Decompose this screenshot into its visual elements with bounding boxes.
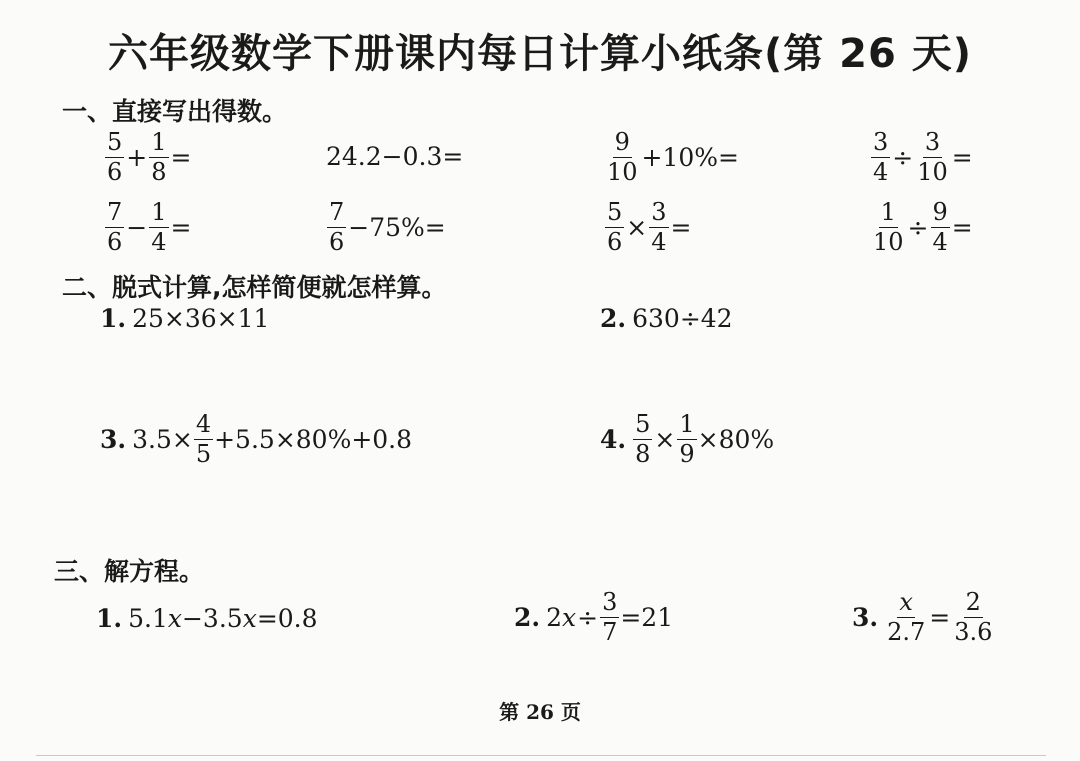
fraction: $\frac{3}{4}$	[873, 128, 889, 187]
s1-r1-item-4: $\frac{3}{4}$ ÷ $\frac{3}{10}$ =	[873, 128, 973, 187]
s1-r2-item-2: $\frac{7}{6}$ −75%=	[329, 198, 446, 257]
fraction: $\frac{1}{4}$	[151, 198, 167, 257]
s2-problem-1: 1. 25×36×11	[100, 304, 270, 333]
s1-r2-item-1: $\frac{7}{6}$ − $\frac{1}{4}$ =	[107, 198, 192, 257]
section-3-heading: 三、解方程。	[54, 557, 205, 586]
s2-problem-4: 4. $\frac{5}{8}$ × $\frac{1}{9}$ ×80%	[600, 410, 775, 469]
fraction: $\frac{9}{10}$	[607, 128, 638, 187]
section-2-heading: 二、脱式计算,怎样简便就怎样算。	[62, 273, 447, 302]
fraction: $\frac{1}{9}$	[679, 410, 695, 469]
fraction: $\frac{3}{7}$	[602, 588, 618, 647]
section-1-heading: 一、直接写出得数。	[62, 97, 288, 126]
s2-problem-3: 3. 3.5× $\frac{4}{5}$ +5.5×80%+0.8	[100, 410, 413, 469]
s1-r1-item-3: $\frac{9}{10}$ +10%=	[607, 128, 740, 187]
fraction: $\frac{5}{6}$	[107, 128, 123, 187]
page-title: 六年级数学下册课内每日计算小纸条(第 26 天)	[107, 31, 973, 77]
s1-r1-item-2: 24.2−0.3=	[326, 142, 464, 171]
s1-r2-item-3: $\frac{5}{6}$ × $\frac{3}{4}$ =	[607, 198, 692, 257]
s3-problem-2: 2. 2 x ÷ $\frac{3}{7}$ =21	[514, 588, 674, 647]
fraction: $\frac{1}{10}$	[873, 198, 904, 257]
fraction: $\frac{9}{4}$	[932, 198, 948, 257]
fraction: $\frac{7}{6}$	[107, 198, 123, 257]
page-number: 第 26 页	[499, 700, 581, 724]
s1-r1-item-1: $\frac{5}{6}$ + $\frac{1}{8}$ =	[107, 128, 192, 187]
fraction: $\frac{4}{5}$	[195, 410, 212, 469]
s1-r2-item-4: $\frac{1}{10}$ ÷ $\frac{9}{4}$ =	[873, 198, 973, 257]
fraction: $\frac{3}{10}$	[917, 128, 948, 187]
bottom-divider	[36, 755, 1046, 756]
s3-problem-3: 3. $\frac{x}{2.7}$ = $\frac{2}{3.6}$	[852, 588, 993, 647]
fraction: $\frac{2}{3.6}$	[954, 588, 993, 647]
s3-problem-1: 1. 5.1 x −3.5 x =0.8	[96, 604, 318, 633]
fraction: $\frac{5}{8}$	[635, 410, 651, 469]
fraction: $\frac{x}{2.7}$	[887, 588, 926, 647]
fraction: $\frac{1}{8}$	[151, 128, 167, 187]
fraction: $\frac{3}{4}$	[651, 198, 667, 257]
fraction: $\frac{7}{6}$	[329, 198, 345, 257]
s2-problem-2: 2. 630÷42	[600, 304, 733, 333]
fraction: $\frac{5}{6}$	[607, 198, 623, 257]
